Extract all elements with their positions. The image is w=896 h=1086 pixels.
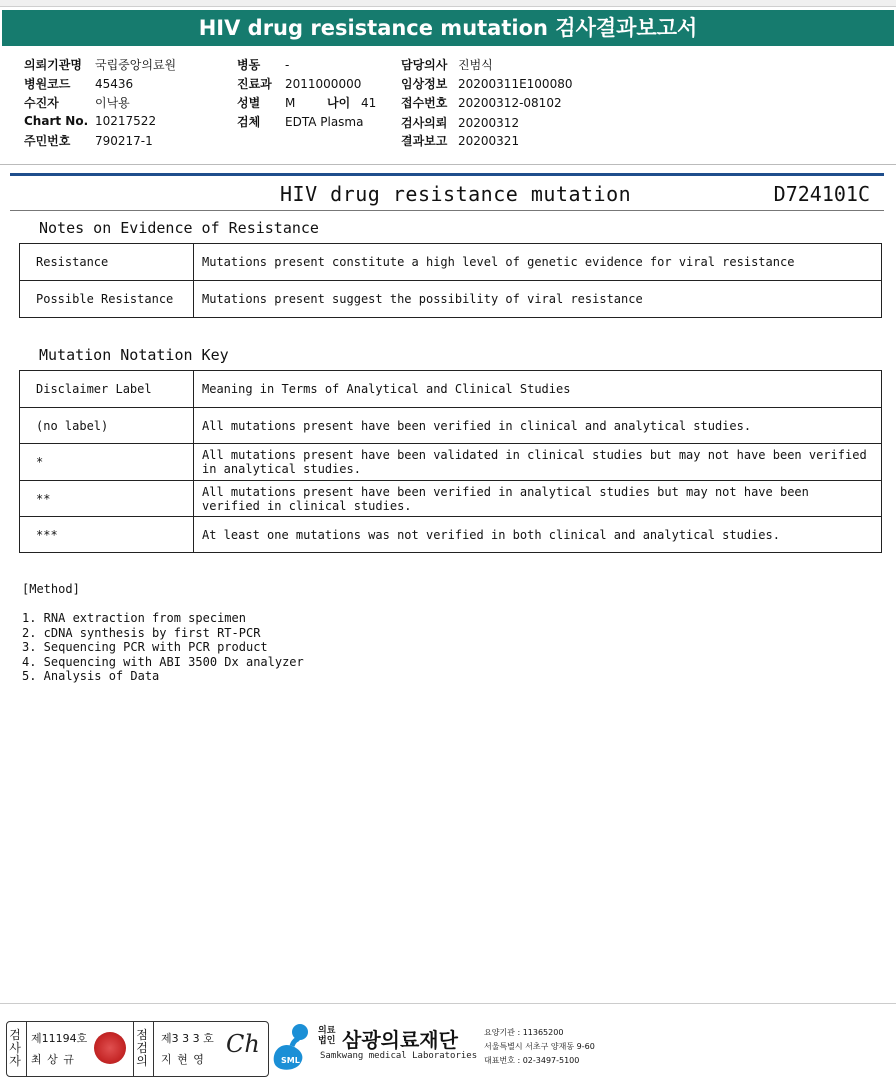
list-item: 요양기관 : 11365200	[484, 1028, 564, 1037]
table-row: *** At least one mutations was not verified in both clinical and analytical studies.	[20, 517, 882, 553]
info-ward: 병동 -	[237, 58, 290, 72]
reviewer-title: 점검의	[136, 1028, 148, 1068]
examiner-title: 검사자	[9, 1028, 21, 1068]
info-specimen: 검체 EDTA Plasma	[237, 115, 364, 129]
info-request-date: 검사의뢰 20200312	[401, 116, 520, 130]
list-item: 4. Sequencing with ABI 3500 Dx analyzer	[22, 654, 304, 669]
table-row: Disclaimer Label Meaning in Terms of Analytical and Clinical Studies	[20, 371, 882, 408]
org-prefix: 의료법인	[318, 1026, 336, 1046]
info-doctor: 담당의사 진범식	[401, 58, 493, 72]
header-title: HIV drug resistance mutation 검사결과보고서	[198, 16, 698, 40]
top-border	[0, 0, 896, 7]
report-title-bar	[10, 180, 884, 211]
patient-info	[0, 50, 896, 165]
evidence-heading: Notes on Evidence of Resistance	[39, 219, 319, 237]
report-title: HIV drug resistance mutation	[280, 182, 632, 206]
method-heading: [Method]	[22, 582, 80, 596]
table-row: Possible Resistance Mutations present suggest the possibility of viral resistance	[20, 281, 882, 318]
info-resident-no: 주민번호 790217-1	[24, 134, 153, 148]
sml-logo-icon	[270, 1022, 314, 1072]
info-hospital-code: 병원코드 45436	[24, 77, 134, 91]
org-name: 삼광의료재단	[342, 1028, 458, 1052]
signature: Ch	[226, 1030, 260, 1058]
notation-heading: Mutation Notation Key	[39, 346, 229, 364]
evidence-table	[19, 243, 882, 318]
list-item: 서울특별시 서초구 양재동 9-60	[484, 1042, 595, 1051]
info-chart-no: Chart No. 10217522	[24, 114, 157, 128]
table-row: Resistance Mutations present constitute a high level of genetic evidence for viral resistance	[20, 244, 882, 281]
report-header	[2, 10, 894, 46]
info-age: 나이 41	[327, 96, 377, 110]
info-department: 진료과 2011000000	[237, 77, 362, 91]
info-patient: 수진자 이낙용	[24, 96, 130, 110]
notation-table	[19, 370, 882, 553]
list-item: 5. Analysis of Data	[22, 669, 160, 683]
list-item: 3. Sequencing PCR with PCR product	[22, 640, 268, 654]
list-item: 대표번호 : 02-3497-5100	[484, 1056, 580, 1065]
report-code: D724101C	[773, 182, 870, 206]
org-contact	[484, 1026, 595, 1068]
org-english: Samkwang medical Laboratories	[320, 1051, 478, 1061]
list-item: 1. RNA extraction from specimen	[22, 611, 246, 625]
title-rule	[10, 173, 884, 176]
method-list	[22, 611, 304, 684]
info-receipt-no: 접수번호 20200312-08102	[401, 96, 562, 110]
examiner-name: 최 상 규	[31, 1053, 75, 1066]
info-report-date: 결과보고 20200321	[401, 134, 520, 148]
reviewer-name: 지 현 영	[161, 1053, 205, 1066]
table-row: * All mutations present have been validated in clinical studies but may not have been verified in analytical studies.	[20, 444, 882, 481]
info-clinical: 임상정보 20200311E100080	[401, 77, 573, 91]
list-item: 2. cDNA synthesis by first RT-PCR	[22, 625, 261, 640]
svg-text:SML: SML	[281, 1056, 300, 1065]
info-institution: 의뢰기관명 국립중앙의료원	[24, 58, 177, 72]
examiner-license: 제11194호	[31, 1032, 88, 1045]
info-sex: 성별 M	[237, 96, 296, 110]
table-row: (no label) All mutations present have been verified in clinical and analytical studies.	[20, 408, 882, 444]
table-row: ** All mutations present have been verified in analytical studies but may not have been verified in clinical studies.	[20, 481, 882, 517]
footer-rule	[0, 1003, 896, 1004]
reviewer-license: 제3 3 3 호	[161, 1032, 214, 1045]
seal-icon	[94, 1032, 126, 1064]
